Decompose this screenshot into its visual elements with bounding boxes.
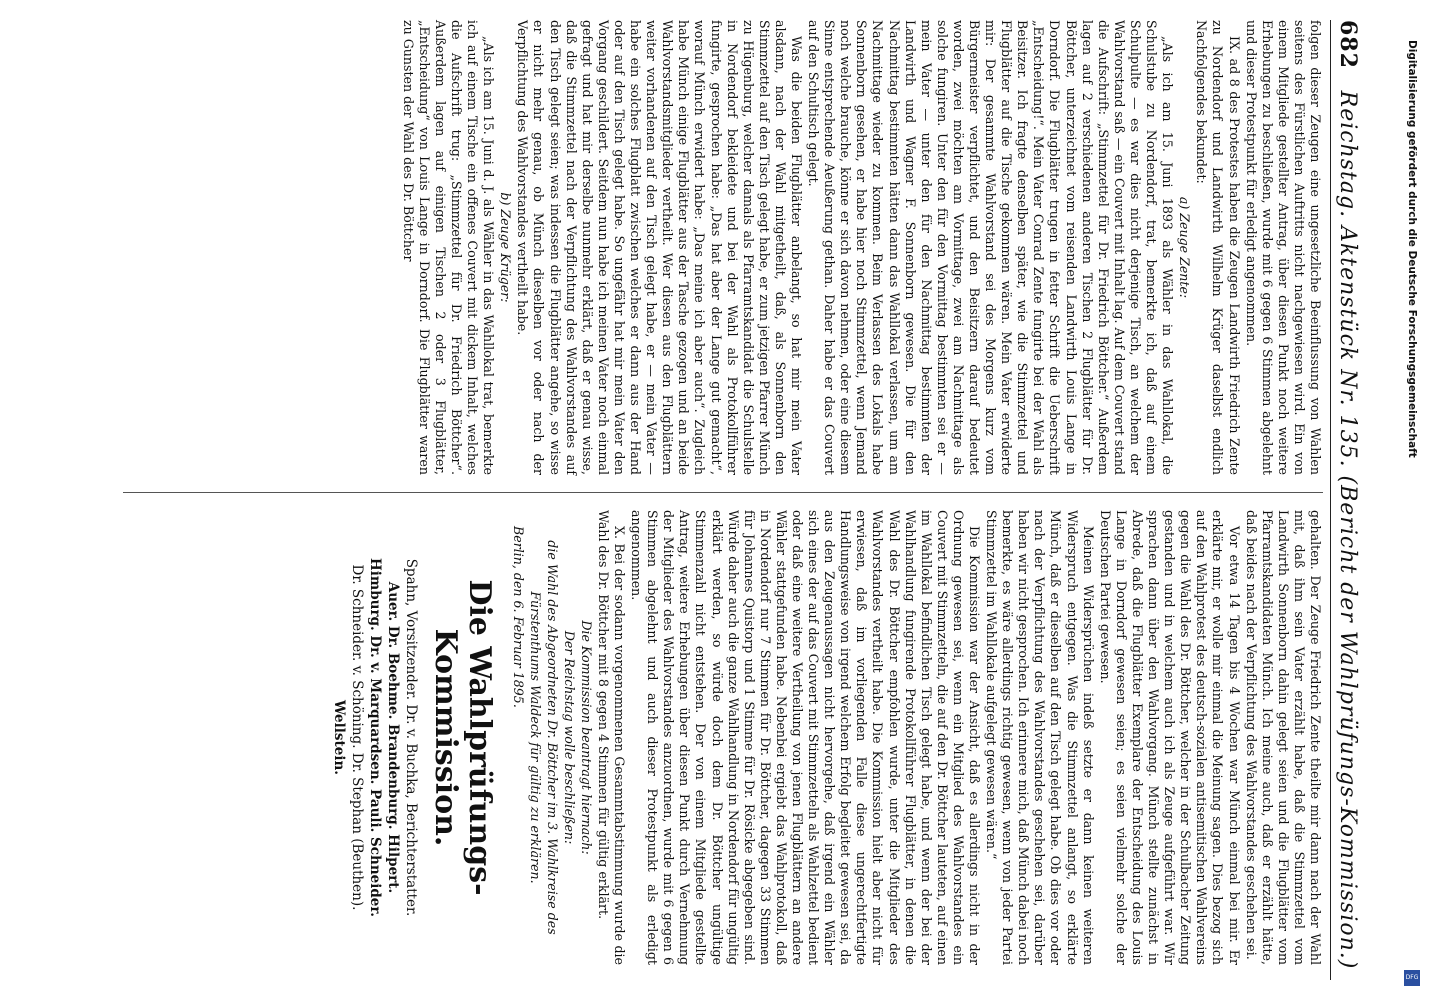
paragraph: gehalten. Der Zeuge Friedrich Zente theilte mir dann nach der Wahl mit, daß ihm sein Vater erzählt habe, daß die Stimmzettel vom Landwirth Sonnenborn dahin gelegt seien und die Flugblätter vom Pfarramtskandidaten Münch. Ich meine auch, daß er erzählt hätte, daß beides nach der Verpflichtung des Wahlvorstandes geschehen sei.: [1243, 510, 1323, 965]
rotated-page-content: [115, 20, 1365, 980]
paragraph: Meinen Widersprüchen indeß setzte er dann keinen weiteren Widerspruch entgegen. Was die Stimmzettel anlangt, so erklärte Münch, daß er dieselben auf den Tisch gelegt habe. Ob dies vor oder nach der Verpflichtung des Wahlvorstandes geschehen sei, darüber haben wir nicht gesprochen. Ich erinnere mich, daß Münch dabei noch bemerkte, es wäre allerdings richtig gewesen, wenn von jeder Partei Stimmzettel im Wahllokale aufgelegt gewesen wären.“: [984, 510, 1096, 965]
commission-members: [330, 510, 420, 965]
motion-text: die Wahl des Abgeordneten Dr. Böttcher im 3. Wahlkreise des Fürstenthums Waldeck für gültig zu erklären.: [528, 540, 560, 935]
page-header: [1330, 20, 1365, 980]
page-number: 682: [1335, 20, 1361, 69]
members-line: Dr. Schneider. v. Schöning. Dr. Stephan (Beuthen).: [349, 564, 366, 911]
paragraph: Was die beiden Flugblätter anbelangt, so hat mir mein Vater alsdann, nach der Wahl mitgetheilt, daß, als Sonnenborn den Stimmzettel auf den Tisch gelegt habe, er zum jetzigen Pfarrer Münch zu Hügenburg, welcher damals als Pfarramtskandidat die Schulstelle in Nordendorf bekleidete und bei der Wahl als Protokollführer fungirte, gesprochen habe: „Das hat aber der Lange gut gemacht“, worauf Münch erwidert habe: „Das meine ich aber auch“. Zugleich habe Münch einige Flugblätter aus der Tasche gezogen und an beide Wahlvorstandsmitglieder vertheilt. Wer diesen aus den Flugblättern weiter vorhandenen auf den Tisch gelegt habe, er — mein Vater — habe ein solches Flugblatt zwischen welches er dann aus der Hand oder auf den Tisch gelegt habe. So ungefähr hat mir mein Vater den Vorgang geschildert. Seitdem nun habe ich meinen Vater noch einmal gefragt und hat mir derselbe nunmehr erklärt, daß er genau wisse, daß die Stimmzettel nach der Verpflichtung des Wahlvorstandes auf den Tisch gelegt seien; was indessen die Flugblätter angehe, so wisse er nicht mehr genau, ob Münch dieselben vor oder nach der Verpflichtung des Wahlvorstandes vertheilt habe.: [515, 20, 804, 475]
paragraph: Die Kommission war der Ansicht, daß es allerdings nicht in der Ordnung gewesen sei, wenn ein Mitglied des Wahlvorstandes ein Couvert mit Stimmzetteln, die auf den Dr. Böttcher lauteten, auf einen im Wahllokal befindlichen Tisch gelegt habe, und wenn der bei der Wahlhandlung fungirende Protokollführer Flugblätter, in denen die Wahl des Dr. Böttcher empfohlen wurde, unter die Mitglieder des Wahlvorstandes vertheilt habe. Die Kommission hielt aber nicht für erwiesen, daß im vorliegenden Falle diese ungerechtfertigte Handlungsweise von irgend welchem Erfolg begleitet gewesen sei, da aus den Zeugenaussagen nicht hervorgehe, daß irgend ein Wähler sich eines der auf das Couvert mit Stimmzetteln als Wahlzettel bedient oder daß eine weitere Vertheilung von jenen Flugblättern an andere Wähler stattgefunden habe. Nebenbei ergiebt das Wahlprotokoll, daß in Nordendorf nur 7 Stimmen für Dr. Böttcher, dagegen 33 Stimmen für Johannes Quistorp und 1 Stimme für Dr. Rösicke abgegeben sind. Würde daher auch die ganze Wahlhandlung in Nordendorf für ungültig erklärt werden, so würde doch dem Dr. Böttcher ungültige Stimmenzahl nicht entstehen. Der von einem Mitgliede gestellte Antrag, weitere Erhebungen über diesen Punkt durch Vernehmung der Mitglieder des Wahlvorstandes anzuordnen, wurde mit 6 gegen 6 Stimmen abgelehnt und auch dieser Protestpunkt als erledigt angenommen.: [629, 510, 983, 965]
motion-lead: Der Reichstag wolle beschließen:: [561, 630, 577, 845]
paragraph: „Als ich am 15. Juni d. J. als Wähler in das Wahllokal trat, bemerkte ich auf einem Tische ein offenes Couvert mit dickem Inhalt, welches die Aufschrift trug: „Stimmzettel für Dr. Friedrich Böttcher“. Außerdem lagen auf einigen Tischen 2 oder 3 Flugblätter, „Entscheidung“ von Louis Lange in Dorndorf. Die Flugblätter waren zu Gunsten der Wahl des Dr. Böttcher: [400, 20, 497, 475]
members-line: Wellstein.: [331, 700, 348, 775]
left-column: [399, 20, 1323, 475]
subheading: a) Zeuge Zente:: [1177, 196, 1193, 299]
paragraph: X. Bei der sodann vorgenommenen Gesammtabstimmung wurde die Wahl des Dr. Böttcher mit 8 gegen 4 Stimmen für gültig erklärt.: [595, 510, 627, 965]
dfg-logo-text: DFG: [1405, 974, 1419, 981]
paragraph: folgen dieser Zeugen eine ungesetzliche Beeinflussung von Wahlen seitens des Fürstlichen Auftritts nicht nachgewiesen wird. Ein von einem Mitgliede gestellter Antrag, über diesen Punkt noch weitere Erhebungen zu beschließen, wurde mit 6 gegen 6 Stimmen abgelehnt und dieser Protestpunkt für erledigt angenommen.: [1243, 20, 1323, 475]
paragraph: „Als ich am 15. Juni 1893 als Wähler in das Wahllokal, die Schulstube zu Nordendorf, trat, bemerkte ich, daß auf einem Schulpulte — es war dies nicht derjenige Tisch, an welchem der Wahlvorstand saß — ein Couvert mit Inhalt lag. Auf dem Couvert stand die Aufschrift: „Stimmzettel für Dr. Friedrich Böttcher.“ Außerdem lagen auf 2 verschiedenen anderen Tischen 2 Flugblätter für Dr. Böttcher, unterzeichnet vom reisenden Landwirth Louis Lange in Dorndorf. Die Flugblätter trugen in fetter Schrift die Ueberschrift „Entscheidung!“. Mein Vater Conrad Zente fungirte bei der Wahl als Beisitzer. Ich fragte denselben später, wie die Stimmzettel und Flugblätter auf die Tische gekommen wären. Mein Vater erwiderte mir: Der gesammte Wahlvorstand sei des Morgens kurz vom Bürgermeister verpflichtet, und den Beisitzern darauf bedeutet worden, zwei möchten am Vormittage, zwei am Nachmittage als solche fungiren. Unter den für den Vormittag bestimmten sei er — mein Vater — unter den für den Nachmittag bestimmten der Landwirth und Wagner F. Sonnenborn gewesen. Die für den Nachmittag bestimmten hätten dann das Wahllokal verlassen, um am Nachmittage wieder zu kommen. Beim Verlassen des Lokals habe Sonnenborn gesehen, er habe hier noch Stimmzettel, wenn Jemand noch welche brauche, könne er sich davon nehmen, oder eine diesem Sinne entsprechende Aeußerung gethan. Daher habe er das Couvert auf den Schultisch gelegt.: [806, 20, 1176, 475]
date-line: Berlin, den 6. Februar 1895.: [511, 526, 527, 708]
column-divider: [123, 492, 1323, 493]
right-column: [330, 510, 1323, 965]
members-line: Himburg. Dr. v. Marquardsen. Pauli. Schneider.: [367, 558, 384, 917]
motion-intro: Die Kommission beantragt hiernach:: [578, 620, 594, 855]
paragraph: IX. ad 8 des Protestes haben die Zeugen Landwirth Friedrich Zente zu Nordendorf und Landwirth Wilhelm Krüger daselbst endlich Nachfolgendes bekundet:: [1194, 20, 1242, 475]
running-title: Reichstag. Aktenstück Nr. 135. (Bericht der Wahlprüfungs-Kommission.): [1335, 90, 1361, 970]
digitization-credit: [1402, 40, 1422, 1000]
credit-text: Digitalisierung gefördert durch die Deutsche Forschungsgemeinschaft: [1406, 40, 1418, 458]
members-line: Spahn, Vorsitzender. Dr. v. Buchka, Berichterstatter.: [403, 558, 420, 917]
paragraph: Vor etwa 14 Tagen bis 4 Wochen war Münch einmal bei mir. Er erklärte mir, er wolle mir einmal die Meinung sagen. Dies bezog sich auf den Wahlprotest des deutsch-sozialen antisemitischen Wahlvereins gegen die Wahl des Dr. Böttcher, welcher in der Schulbacher Zeitung gestanden und in welchem auch ich als Zeuge aufgeführt war. Wir sprachen dann über den Wahlvorgang. Münch stellte zunächst in Abrede, daß die Flugblätter Exemplare der Entscheidung des Louis Lange in Dorndorf gewesen seien; es seien vielmehr solche der Deutschen Partei gewesen.: [1097, 510, 1242, 965]
dfg-logo: [1404, 970, 1420, 986]
subheading: b) Zeuge Krüger:: [498, 192, 514, 303]
text-columns: [123, 20, 1323, 980]
commission-title: Die Wahlprüfungs-Kommission.: [428, 579, 498, 896]
members-line: Auer. Dr. Boehme. Brandenburg. Hilpert.: [385, 581, 402, 894]
